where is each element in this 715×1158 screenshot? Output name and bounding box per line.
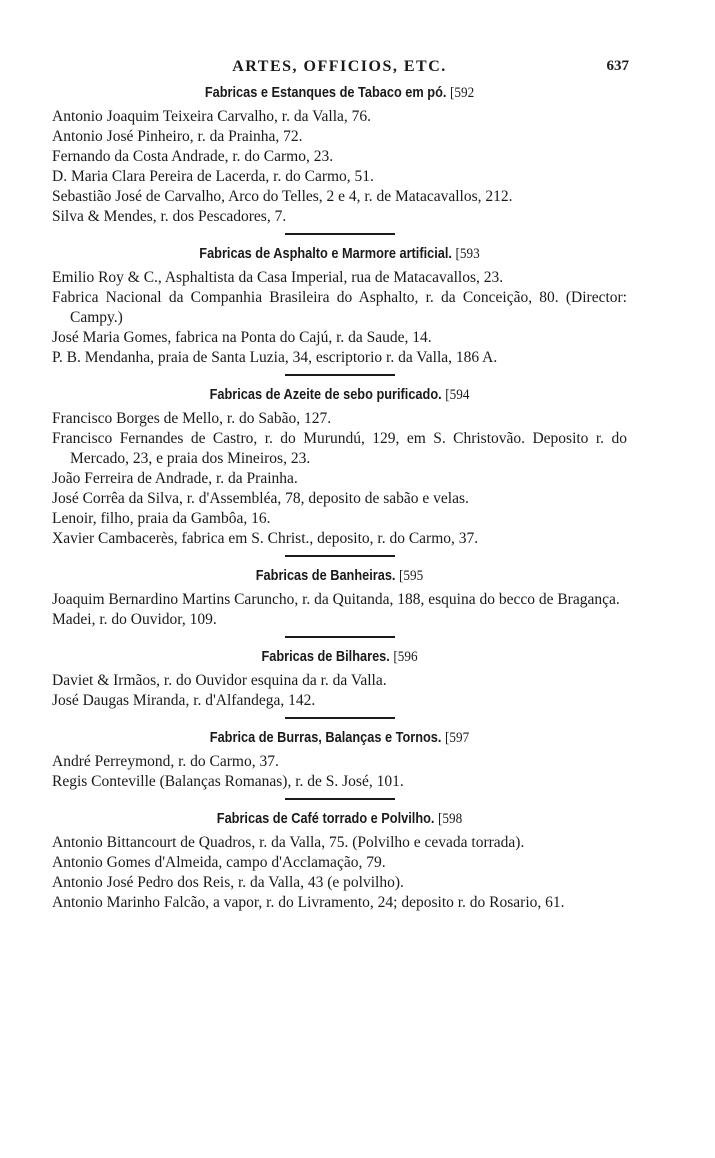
directory-entry: André Perreymond, r. do Carmo, 37. — [52, 753, 279, 770]
section-title: Fabricas de Bilhares. — [261, 649, 390, 665]
directory-page — [52, 58, 627, 913]
section-title: Fabricas de Banheiras. — [255, 568, 396, 584]
directory-entry: Antonio Joaquim Teixeira Carvalho, r. da Valla, 76. — [52, 108, 372, 125]
section-number: [594 — [445, 387, 470, 403]
directory-entry: D. Maria Clara Pereira de Lacerda, r. do Carmo, 51. — [52, 168, 374, 185]
section-number: [597 — [445, 730, 470, 746]
directory-entry: Silva & Mendes, r. dos Pescadores, 7. — [52, 208, 287, 225]
page-number: 637 — [606, 58, 629, 74]
directory-section — [52, 565, 627, 630]
section-title: Fabrica de Burras, Balanças e Tornos. — [209, 730, 442, 746]
section-divider — [285, 798, 395, 800]
section-heading — [87, 243, 593, 265]
directory-entry: Madei, r. do Ouvidor, 109. — [52, 611, 217, 628]
section-title: Fabricas de Asphalto e Marmore artificial. — [199, 246, 452, 262]
section-title: Fabricas e Estanques de Tabaco em pó. — [204, 85, 447, 101]
directory-entry: Antonio José Pedro dos Reis, r. da Valla, 43 (e polvilho). — [52, 874, 404, 891]
directory-entry: Xavier Cambacerès, fabrica em S. Christ., deposito, r. do Carmo, 37. — [52, 530, 479, 547]
directory-entry: Antonio Marinho Falcão, a vapor, r. do Livramento, 24; deposito r. do Rosario, 61. — [52, 894, 565, 911]
running-head — [52, 58, 627, 80]
section-divider — [285, 233, 395, 235]
directory-entry: Lenoir, filho, praia da Gambôa, 16. — [52, 510, 271, 527]
section-heading — [87, 384, 593, 406]
section-divider — [285, 374, 395, 376]
section-divider — [285, 636, 395, 638]
section-divider — [285, 555, 395, 557]
section-title: Fabricas de Café torrado e Polvilho. — [216, 811, 435, 827]
section-heading — [87, 727, 593, 749]
directory-entry: Joaquim Bernardino Martins Caruncho, r. da Quitanda, 188, esquina do becco de Bragança. — [52, 591, 620, 608]
directory-entry: Fernando da Costa Andrade, r. do Carmo, 23. — [52, 148, 334, 165]
section-title: Fabricas de Azeite de sebo purificado. — [209, 387, 442, 403]
section-heading — [87, 82, 593, 104]
directory-section — [52, 82, 627, 227]
directory-entry: Emilio Roy & C., Asphaltista da Casa Imperial, rua de Matacavallos, 23. — [52, 269, 504, 286]
directory-entry: Francisco Borges de Mello, r. do Sabão, 127. — [52, 410, 332, 427]
directory-entry: P. B. Mendanha, praia de Santa Luzia, 34, escriptorio r. da Valla, 186 A. — [52, 349, 498, 366]
directory-entry: Francisco Fernandes de Castro, r. do Murundú, 129, em S. Christovão. Deposito r. do Mercado, 23, e praia dos Mineiros, 23. — [52, 430, 627, 467]
directory-entry: Antonio Bittancourt de Quadros, r. da Valla, 75. (Polvilho e cevada torrada). — [52, 834, 525, 851]
running-title: ARTES, OFFICIOS, ETC. — [232, 58, 447, 75]
section-heading — [87, 808, 593, 830]
section-divider — [285, 717, 395, 719]
section-heading — [87, 646, 593, 668]
directory-entry: Sebastião José de Carvalho, Arco do Telles, 2 e 4, r. de Matacavallos, 212. — [52, 188, 513, 205]
directory-section — [52, 384, 627, 549]
directory-entry: José Daugas Miranda, r. d'Alfandega, 142. — [52, 692, 316, 709]
directory-entry: José Corrêa da Silva, r. d'Assembléa, 78, deposito de sabão e velas. — [52, 490, 469, 507]
directory-entry: José Maria Gomes, fabrica na Ponta do Cajú, r. da Saude, 14. — [52, 329, 432, 346]
directory-entry: João Ferreira de Andrade, r. da Prainha. — [52, 470, 298, 487]
section-number: [595 — [399, 568, 424, 584]
section-number: [598 — [438, 811, 463, 827]
directory-entry: Daviet & Irmãos, r. do Ouvidor esquina da r. da Valla. — [52, 672, 387, 689]
directory-entry: Regis Conteville (Balanças Romanas), r. de S. José, 101. — [52, 773, 404, 790]
section-number: [596 — [393, 649, 418, 665]
section-number: [593 — [455, 246, 480, 262]
sections-container — [52, 82, 627, 913]
directory-entry: Antonio Gomes d'Almeida, campo d'Acclamação, 79. — [52, 854, 386, 871]
section-number: [592 — [449, 85, 475, 101]
directory-section — [52, 727, 627, 792]
directory-entry: Antonio José Pinheiro, r. da Prainha, 72. — [52, 128, 303, 145]
directory-section — [52, 243, 627, 368]
directory-section — [52, 646, 627, 711]
directory-entry: Fabrica Nacional da Companhia Brasileira do Asphalto, r. da Conceição, 80. (Director: Campy.) — [52, 289, 627, 326]
directory-section — [52, 808, 627, 913]
section-heading — [87, 565, 593, 587]
